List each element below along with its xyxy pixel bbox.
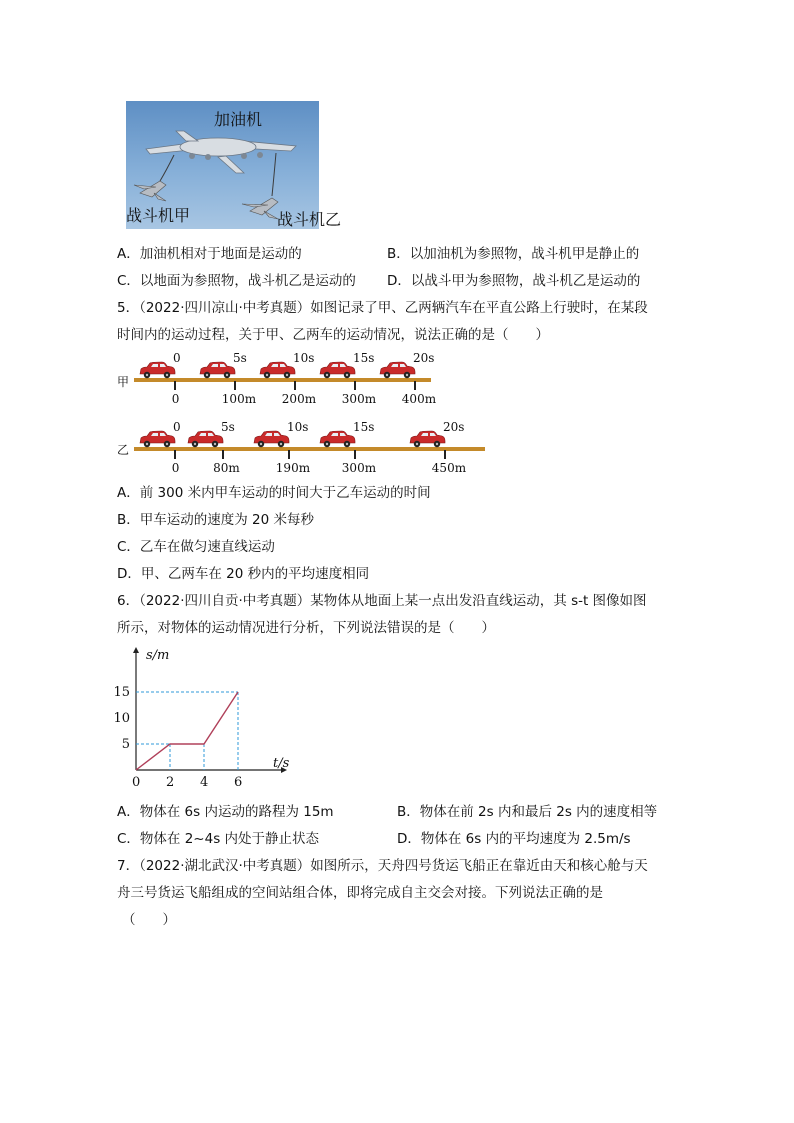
row-b-tick xyxy=(444,450,446,459)
row-a-distance-label: 400m xyxy=(401,392,437,406)
q6-stem-line1: 6．（2022·四川自贡·中考真题）某物体从地面上某一点出发沿直线运动，其 s-t 图像如图 xyxy=(117,593,647,609)
row-b-time-label: 10s xyxy=(287,420,309,434)
y-tick-label: 10 xyxy=(113,711,130,726)
row-a-car xyxy=(138,361,176,379)
row-a-distance-label: 100m xyxy=(221,392,257,406)
q5-option-b: B．甲车运动的速度为 20 米每秒 xyxy=(117,512,315,528)
row-b-distance-label: 190m xyxy=(275,461,311,475)
row-b-tick xyxy=(354,450,356,459)
row-b-time-label: 5s xyxy=(221,420,235,434)
x-tick-label: 4 xyxy=(200,775,209,790)
q4-option-c: C．以地面为参照物，战斗机乙是运动的 xyxy=(117,273,356,289)
q4-option-b: B．以加油机为参照物，战斗机甲是静止的 xyxy=(387,246,640,262)
row-b-car xyxy=(318,430,356,448)
row-a-time-label: 0 xyxy=(173,351,181,365)
q5-stem-line1: 5．（2022·四川凉山·中考真题）如图记录了甲、乙两辆汽车在平直公路上行驶时，在某段 xyxy=(117,300,648,316)
q7-stem-line1: 7．（2022·湖北武汉·中考真题）如图所示，天舟四号货运飞船正在靠近由天和核心舱与天 xyxy=(117,858,648,874)
q5-stem-line2: 时间内的运动过程，关于甲、乙两车的运动情况，说法正确的是（ ） xyxy=(117,327,549,343)
row-a-distance-label: 300m xyxy=(341,392,377,406)
row-a-car xyxy=(258,361,296,379)
row-b-car xyxy=(252,430,290,448)
row-a-tick xyxy=(354,381,356,390)
row-b-distance-label: 450m xyxy=(431,461,467,475)
row-a-car xyxy=(198,361,236,379)
tanker-label: 加油机 xyxy=(214,110,263,129)
row-a-tick xyxy=(174,381,176,390)
row-b-time-label: 20s xyxy=(443,420,465,434)
y-axis-label: s/m xyxy=(146,648,170,663)
row-b-car xyxy=(408,430,446,448)
row-b-car xyxy=(138,430,176,448)
q5-option-d: D．甲、乙两车在 20 秒内的平均速度相同 xyxy=(117,566,370,582)
row-a-distance-label: 200m xyxy=(281,392,317,406)
x-tick-label: 2 xyxy=(166,775,175,790)
row-a-distance-label: 0 xyxy=(171,392,180,406)
row-a-tick xyxy=(414,381,416,390)
row-a-time-label: 10s xyxy=(293,351,315,365)
row-a-car xyxy=(378,361,416,379)
q6-option-b: B．物体在前 2s 内和最后 2s 内的速度相等 xyxy=(397,804,658,820)
row-b-distance-label: 300m xyxy=(341,461,377,475)
q5-option-c: C．乙车在做匀速直线运动 xyxy=(117,539,275,555)
row-a-time-label: 5s xyxy=(233,351,247,365)
q5-option-a: A．前 300 米内甲车运动的时间大于乙车运动的时间 xyxy=(117,485,431,501)
y-tick-label: 5 xyxy=(121,737,130,752)
y-axis-arrow xyxy=(133,647,139,653)
row-b-tick xyxy=(288,450,290,459)
row-a-label: 甲 xyxy=(117,375,130,389)
row-a-time-label: 15s xyxy=(353,351,375,365)
q7-stem-line3: （ ） xyxy=(122,912,176,928)
row-a-tick xyxy=(234,381,236,390)
q6-stem-line2: 所示，对物体的运动情况进行分析，下列说法错误的是（ ） xyxy=(117,620,495,636)
row-b-time-label: 0 xyxy=(173,420,181,434)
row-b-distance-label: 80m xyxy=(213,461,240,475)
row-b-time-label: 15s xyxy=(353,420,375,434)
row-b-label: 乙 xyxy=(117,443,130,457)
row-b-distance-label: 0 xyxy=(171,461,180,475)
x-tick-label: 6 xyxy=(234,775,243,790)
row-a-time-label: 20s xyxy=(413,351,435,365)
q6-option-a: A．物体在 6s 内运动的路程为 15m xyxy=(117,804,334,820)
series-line xyxy=(136,692,238,770)
q4-option-a: A．加油机相对于地面是运动的 xyxy=(117,246,302,262)
jet-b-label: 战斗机乙 xyxy=(277,210,342,229)
row-b-tick xyxy=(222,450,224,459)
q4-option-d: D．以战斗甲为参照物，战斗机乙是运动的 xyxy=(387,273,641,289)
row-b-tick xyxy=(174,450,176,459)
q7-stem-line2: 舟三号货运飞船组成的空间站组合体，即将完成自主交会对接。下列说法正确的是 xyxy=(117,885,603,901)
jet-a-label: 战斗机甲 xyxy=(126,206,191,225)
row-b-car xyxy=(186,430,224,448)
y-tick-label: 15 xyxy=(113,685,130,700)
x-tick-label: 0 xyxy=(132,775,141,790)
row-a-tick xyxy=(294,381,296,390)
x-axis-label: t/s xyxy=(273,756,290,771)
row-a-car xyxy=(318,361,356,379)
s-t-graph xyxy=(113,645,298,795)
q6-option-d: D．物体在 6s 内的平均速度为 2.5m/s xyxy=(397,831,631,847)
q6-option-c: C．物体在 2~4s 内处于静止状态 xyxy=(117,831,320,847)
